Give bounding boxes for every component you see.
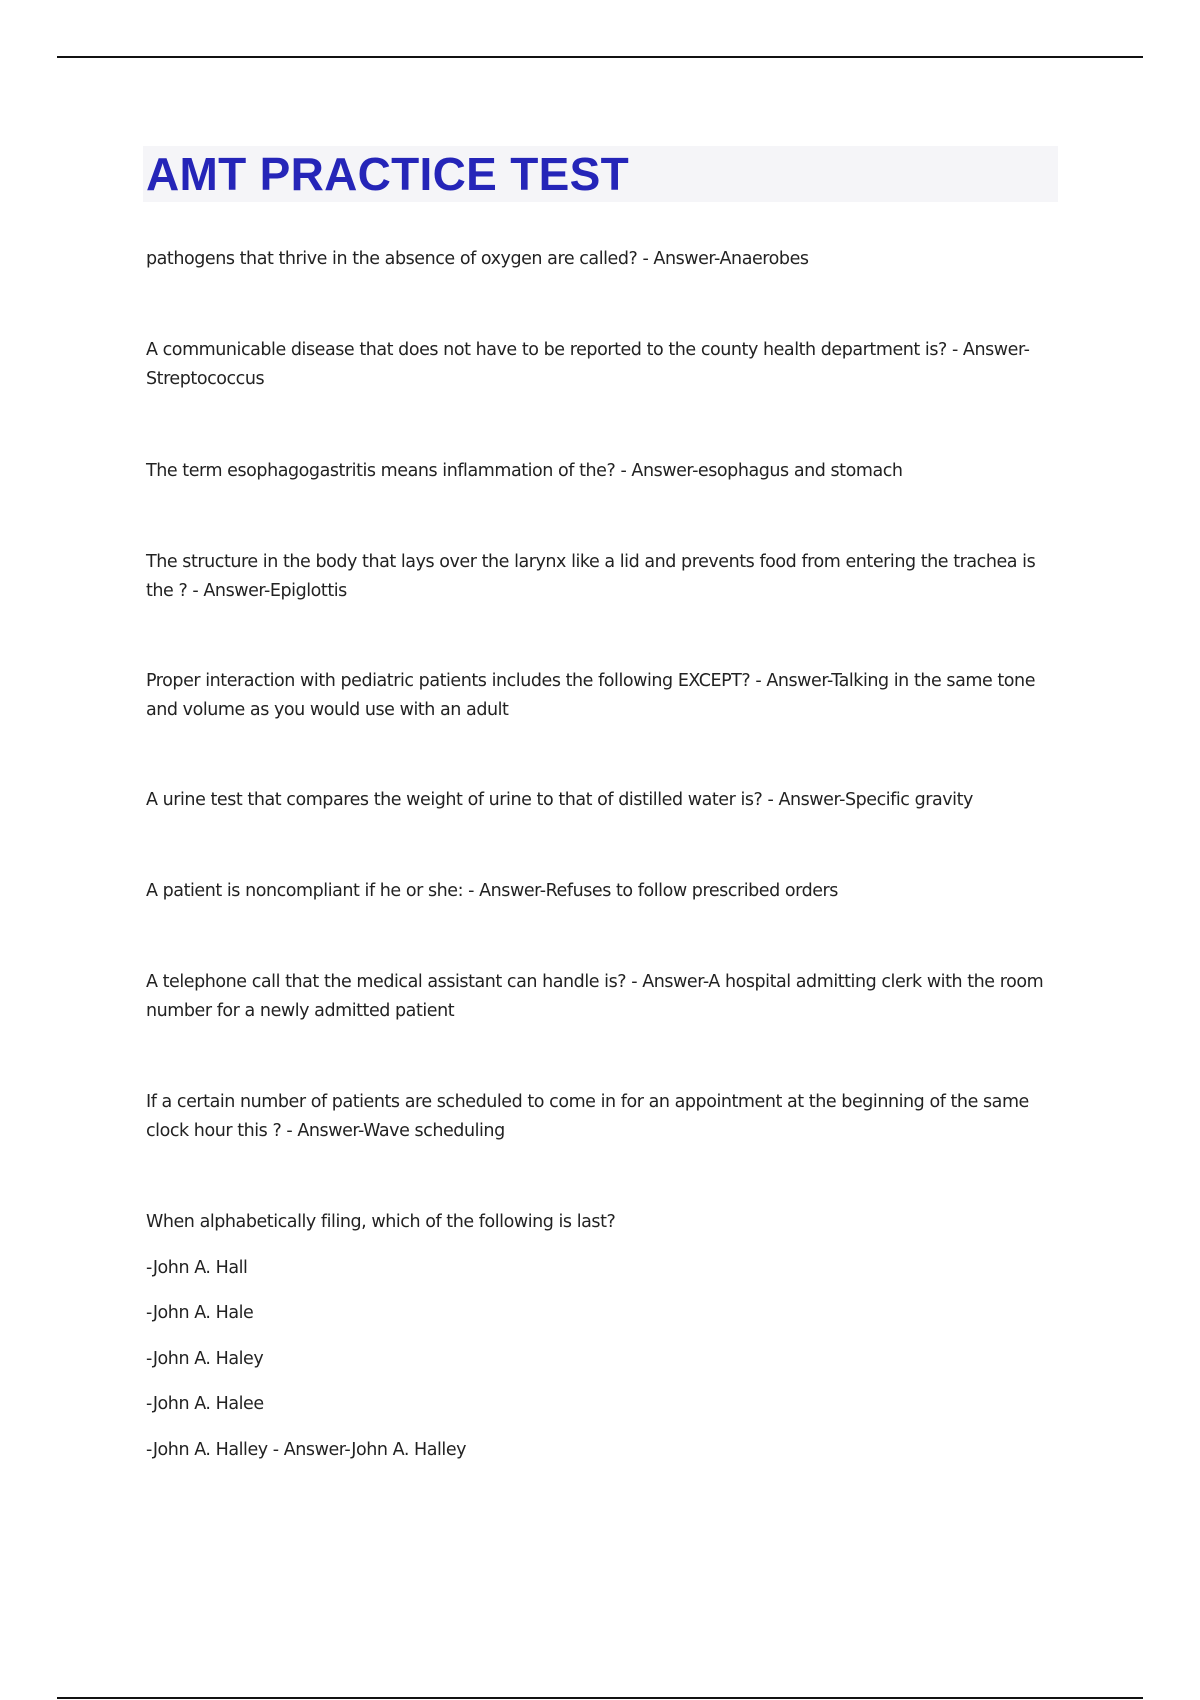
header-rule [57,56,1143,58]
question-answer-5: Proper interaction with pediatric patients includes the following EXCEPT? - Answer-Talking in the same tone and volume as you would use with an adult [146,671,1036,720]
question-answer-9: If a certain number of patients are scheduled to come in for an appointment at the beginning of the same clock hour this ? - Answer-Wave scheduling [146,1092,1029,1141]
question-answer-4: The structure in the body that lays over the larynx like a lid and prevents food from entering the trachea is the ? - Answer-Epiglottis [146,552,1036,601]
question-answer-6: A urine test that compares the weight of urine to that of distilled water is? - Answer-Specific gravity [146,790,973,810]
question-answer-8: A telephone call that the medical assistant can handle is? - Answer-A hospital admitting clerk with the room number for a newly admitted patient [146,972,1044,1021]
answer-option-3: -John A. Haley [146,1349,264,1369]
footer-rule [57,1697,1143,1699]
question-answer-10: When alphabetically filing, which of the following is last? [146,1212,616,1232]
question-answer-7: A patient is noncompliant if he or she: - Answer-Refuses to follow prescribed orders [146,881,838,901]
answer-option-4: -John A. Halee [146,1394,264,1414]
page-title: AMT PRACTICE TEST [146,148,629,200]
answer-option-5: -John A. Halley - Answer-John A. Halley [146,1440,467,1460]
question-answer-2: A communicable disease that does not have to be reported to the county health department is? - Answer-Streptococcus [146,340,1030,389]
question-answer-3: The term esophagogastritis means inflammation of the? - Answer-esophagus and stomach [146,461,903,481]
answer-option-2: -John A. Hale [146,1303,254,1323]
question-answer-1: pathogens that thrive in the absence of oxygen are called? - Answer-Anaerobes [146,249,809,269]
answer-option-1: -John A. Hall [146,1258,248,1278]
